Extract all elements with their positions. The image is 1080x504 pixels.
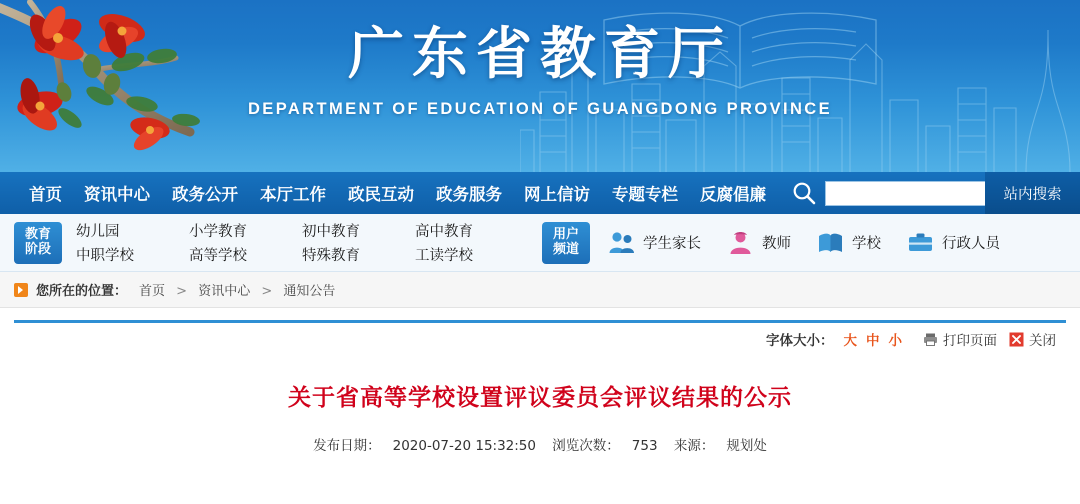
user-channel-badge-line2: 频道: [552, 241, 579, 257]
font-size-medium[interactable]: 中: [866, 333, 880, 349]
education-stage-links: [76, 219, 528, 267]
stage-link-vocational[interactable]: 中职学校: [76, 248, 134, 264]
user-channel-badge: [542, 222, 590, 264]
education-stage-badge-line2: 阶段: [24, 241, 51, 257]
close-page-label: 关闭: [1029, 333, 1056, 349]
print-page-label: 打印页面: [943, 333, 997, 349]
site-title-en: DEPARTMENT OF EDUCATION OF GUANGDONG PROVINCE: [247, 100, 833, 118]
search-icon[interactable]: [791, 180, 817, 206]
font-size-small[interactable]: 小: [888, 333, 902, 349]
nav-item-online-petition[interactable]: 网上信访: [524, 185, 590, 204]
user-channel-teacher-label: 教师: [762, 236, 791, 252]
user-channel-school-label: 学校: [852, 236, 881, 252]
site-title-cn: 广东省教育厅: [348, 22, 732, 87]
user-channel-admin[interactable]: [907, 229, 1000, 256]
breadcrumb-separator-2: >: [261, 284, 273, 299]
stage-link-special-education[interactable]: 特殊教育: [302, 248, 360, 264]
channels-bar: [0, 214, 1080, 272]
breadcrumb: [0, 272, 1080, 308]
stage-link-work-study[interactable]: 工读学校: [415, 248, 473, 264]
close-icon: [1009, 332, 1024, 347]
nav-item-government-services[interactable]: 政务服务: [436, 185, 502, 204]
search-button[interactable]: 站内搜索: [985, 172, 1080, 214]
search-input[interactable]: [825, 181, 1010, 206]
stage-link-senior-high[interactable]: 高中教育: [415, 224, 473, 240]
site-title-block: [0, 20, 1080, 119]
education-stage-badge-line1: 教育: [24, 226, 51, 242]
close-page-button[interactable]: [1009, 329, 1056, 349]
source-label: 来源：: [673, 438, 715, 454]
article-meta: [14, 434, 1066, 454]
user-channel-badge-line1: 用户: [552, 226, 579, 242]
font-size-large[interactable]: 大: [843, 333, 857, 349]
education-stage-badge: [14, 222, 62, 264]
breadcrumb-item-announcements[interactable]: 通知公告: [283, 284, 336, 299]
nav-item-anti-corruption[interactable]: 反腐倡廉: [700, 185, 766, 204]
article-container: [0, 320, 1080, 454]
publish-date-label: 发布日期：: [313, 438, 381, 454]
print-page-button[interactable]: [923, 329, 997, 349]
user-channel-school[interactable]: [817, 229, 881, 256]
nav-item-public-interaction[interactable]: 政民互动: [348, 185, 414, 204]
publish-date-value: 2020-07-20 15:32:50: [392, 438, 536, 454]
stage-link-junior-high[interactable]: 初中教育: [302, 224, 360, 240]
search-area: [791, 180, 1010, 206]
school-icon: [817, 229, 844, 256]
breadcrumb-path: [139, 280, 335, 299]
views-value: 753: [631, 438, 658, 454]
user-channel-links: [608, 229, 1000, 256]
user-channel-admin-label: 行政人员: [942, 236, 1000, 252]
breadcrumb-label: 您所在的位置：: [36, 284, 128, 299]
printer-icon: [923, 332, 938, 347]
admin-icon: [907, 229, 934, 256]
main-navigation: [0, 172, 1080, 214]
nav-item-special-topics[interactable]: 专题专栏: [612, 185, 678, 204]
nav-item-news-center[interactable]: 资讯中心: [84, 185, 150, 204]
nav-item-department-work[interactable]: 本厅工作: [260, 185, 326, 204]
stage-link-primary[interactable]: 小学教育: [189, 224, 247, 240]
source-value: 规划处: [726, 438, 767, 454]
nav-item-government-disclosure[interactable]: 政务公开: [172, 185, 238, 204]
user-channel-teacher[interactable]: [727, 229, 791, 256]
article-toolbar: [14, 323, 1066, 355]
breadcrumb-separator-1: >: [176, 284, 188, 299]
font-size-label: 字体大小：: [766, 333, 834, 349]
site-banner: [0, 0, 1080, 172]
parents-icon: [608, 229, 635, 256]
nav-item-home[interactable]: 首页: [29, 185, 62, 204]
teacher-icon: [727, 229, 754, 256]
breadcrumb-item-home[interactable]: 首页: [139, 284, 166, 299]
user-channel-parents-label: 学生家长: [643, 236, 701, 252]
location-marker-icon: [14, 283, 28, 297]
stage-link-higher-education[interactable]: 高等学校: [189, 248, 247, 264]
stage-link-kindergarten[interactable]: 幼儿园: [76, 224, 120, 240]
breadcrumb-item-news-center[interactable]: 资讯中心: [198, 284, 251, 299]
views-label: 浏览次数：: [552, 438, 620, 454]
user-channel-parents[interactable]: [608, 229, 701, 256]
page-title: 关于省高等学校设置评议委员会评议结果的公示: [288, 385, 792, 411]
